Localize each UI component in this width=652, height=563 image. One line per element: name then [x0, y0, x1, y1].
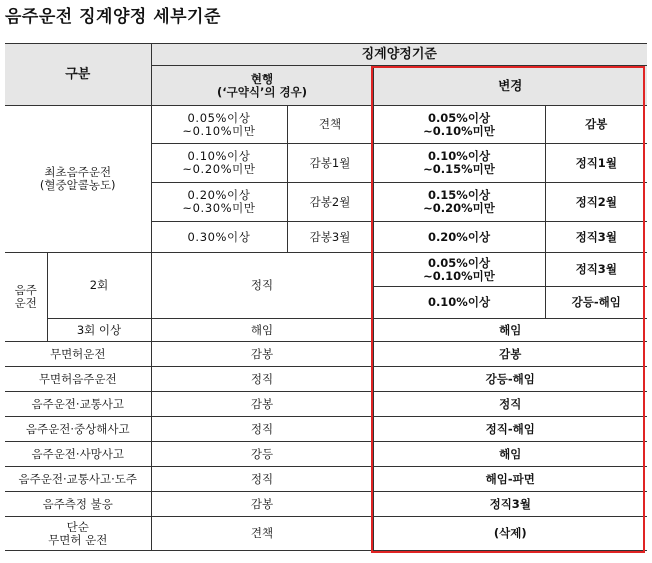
new-bac-line: ~0.15%미만 [423, 162, 495, 176]
header-current [151, 66, 373, 106]
second-offense-current: 정직 [151, 253, 373, 319]
offense-label: 무면허음주운전 [5, 367, 151, 392]
new-bac-line: ~0.20%미만 [423, 201, 495, 215]
third-offense-label: 3회 이상 [47, 319, 151, 342]
offense-new: 감봉 [373, 342, 647, 367]
offense-current: 감봉 [151, 492, 373, 517]
third-offense-new: 해임 [373, 319, 647, 342]
first-dui-label [5, 106, 151, 253]
cur-penalty: 견책 [287, 106, 373, 144]
cur-bac-line: 0.05%이상 [187, 110, 251, 125]
offense-label [5, 517, 151, 551]
second-offense-label: 2회 [47, 253, 151, 319]
offense-current: 견책 [151, 517, 373, 551]
offense-current: 감봉 [151, 392, 373, 417]
new-penalty: 정직3월 [545, 222, 647, 253]
new-bac-cell: 0.20%이상 [373, 222, 545, 253]
second-new-bac [373, 253, 545, 287]
repeat-dui-label-line: 음주 [14, 283, 37, 297]
offense-new: 강등-해임 [373, 367, 647, 392]
offense-current: 감봉 [151, 342, 373, 367]
header-current-sub: (‘구약식’의 경우) [217, 84, 307, 99]
cur-penalty: 감봉2월 [287, 183, 373, 222]
offense-new: 정직 [373, 392, 647, 417]
cur-bac-line: ~0.10%미만 [182, 123, 256, 138]
second-new-penalty-b: 강등-해임 [545, 287, 647, 319]
second-new-penalty: 정직3월 [545, 253, 647, 287]
offense-new: 정직3월 [373, 492, 647, 517]
offense-new: 해임 [373, 442, 647, 467]
new-bac-cell [373, 106, 545, 144]
new-bac-line: 0.05%이상 [427, 110, 491, 125]
header-category: 구분 [5, 44, 151, 106]
new-penalty: 감봉 [545, 106, 647, 144]
first-dui-label-main: 최초음주운전 [44, 165, 112, 179]
new-bac-line: 0.15%이상 [427, 188, 491, 202]
new-penalty: 정직2월 [545, 183, 647, 222]
offense-new: 정직-해임 [373, 417, 647, 442]
cur-bac-cell [151, 183, 287, 222]
offense-label-line: 단순 [66, 519, 89, 534]
offense-label: 음주운전·중상해사고 [5, 417, 151, 442]
offense-label: 음주운전·교통사고 [5, 392, 151, 417]
new-bac-line: ~0.10%미만 [423, 268, 495, 283]
offense-label: 음주측정 불응 [5, 492, 151, 517]
new-bac-line: 0.05%이상 [427, 255, 491, 270]
offense-label-line: 무면허 운전 [48, 532, 108, 547]
new-bac-line: ~0.10%미만 [423, 123, 495, 138]
page-title: 음주운전 징계양정 세부기준 [5, 7, 221, 27]
header-changed: 변경 [373, 66, 647, 106]
second-new-bac-b: 0.10%이상 [373, 287, 545, 319]
new-penalty: 정직1월 [545, 144, 647, 183]
offense-current: 정직 [151, 417, 373, 442]
new-bac-cell [373, 183, 545, 222]
cur-bac-cell [151, 144, 287, 183]
offense-current: 정직 [151, 367, 373, 392]
offense-new: 해임-파면 [373, 467, 647, 492]
cur-bac-line: ~0.20%미만 [182, 162, 256, 176]
offense-current: 강등 [151, 442, 373, 467]
new-bac-line: 0.10%이상 [427, 149, 491, 163]
repeat-dui-label [5, 253, 47, 342]
header-standard: 징계양정기준 [151, 44, 647, 66]
new-bac-cell [373, 144, 545, 183]
cur-bac-cell [151, 106, 287, 144]
cur-penalty: 감봉1월 [287, 144, 373, 183]
header-current-label: 현행 [250, 71, 274, 86]
offense-label: 음주운전·사망사고 [5, 442, 151, 467]
repeat-dui-label-line: 운전 [14, 296, 37, 310]
cur-bac-cell: 0.30%이상 [151, 222, 287, 253]
offense-label: 음주운전·교통사고·도주 [5, 467, 151, 492]
cur-bac-line: ~0.30%미만 [182, 201, 256, 215]
cur-bac-line: 0.10%이상 [187, 149, 251, 163]
offense-label: 무면허운전 [5, 342, 151, 367]
offense-new: (삭제) [373, 517, 647, 551]
first-dui-label-sub: (혈중알콜농도) [39, 178, 116, 192]
cur-penalty: 감봉3월 [287, 222, 373, 253]
third-offense-current: 해임 [151, 319, 373, 342]
discipline-table [5, 43, 647, 551]
cur-bac-line: 0.20%이상 [187, 188, 251, 202]
offense-current: 정직 [151, 467, 373, 492]
